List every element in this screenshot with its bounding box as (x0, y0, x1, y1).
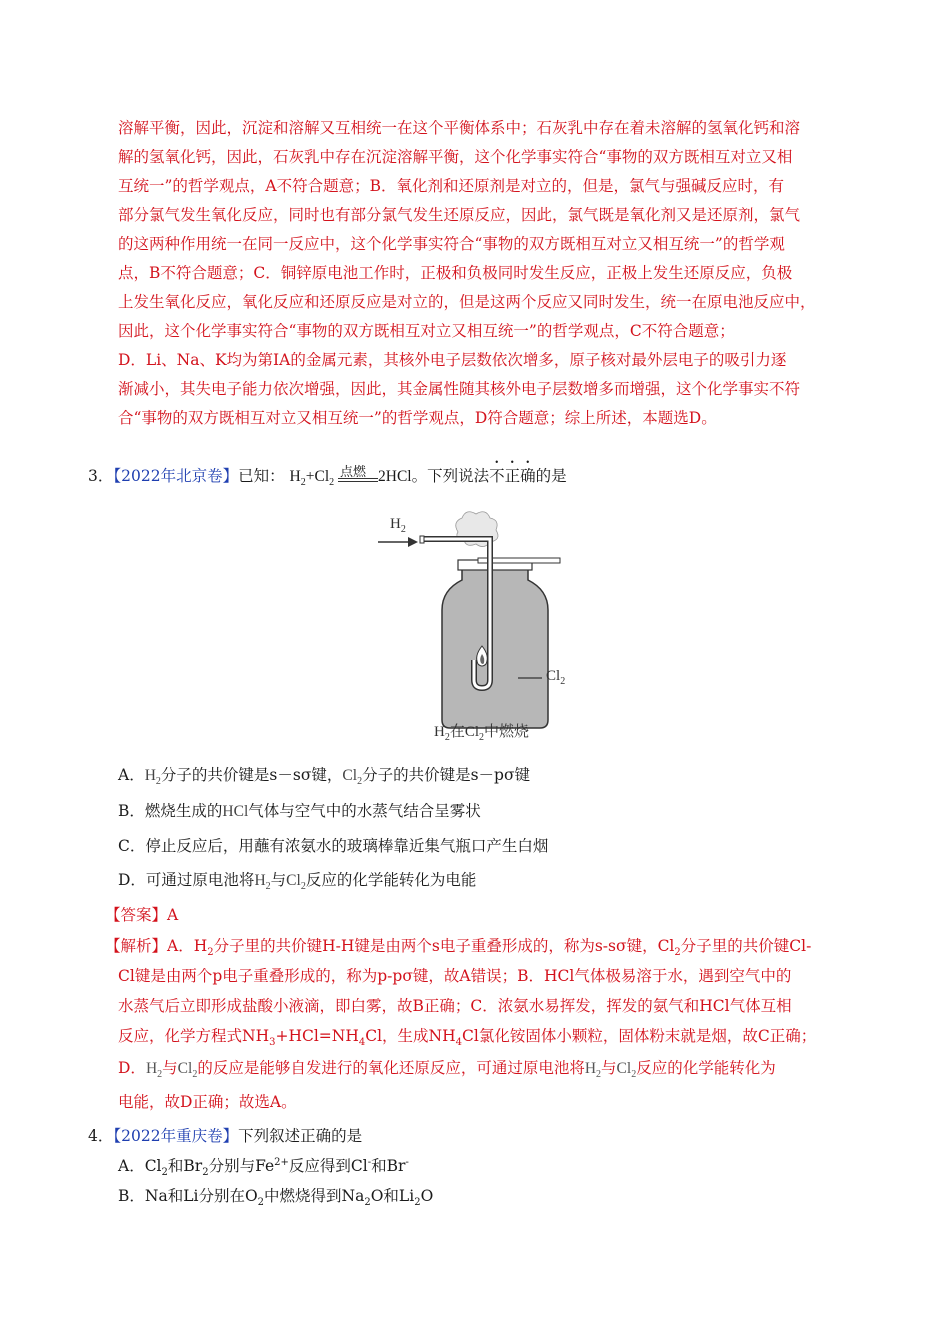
question-source: 【2022年重庆卷】 (113, 1127, 239, 1145)
figure-caption: $H_2$在$Cl_2$中燃烧 (434, 724, 530, 743)
option-a: A．$Cl_2$和$Br_2$分别与$Fe^{2+}$反应得到Cl-和Br- (118, 1156, 409, 1179)
analysis-line: 点，B不符合题意；C．铜锌原电池工作时，正极和负极同时发生反应，正极上发生还原反应，负极 (118, 264, 793, 282)
cl2-label: $Cl_2$ (546, 668, 566, 687)
stem-emphasis: 不正确 (489, 467, 536, 485)
option-c: C．停止反应后，用蘸有浓氨水的玻璃棒靠近集气瓶口产生白烟 (118, 837, 549, 855)
question-3-stem (88, 458, 567, 488)
option-d: D．可通过原电池将$H_2$与$Cl_2$反应的化学能转化为电能 (118, 871, 477, 893)
answer-label: 【答案】 (105, 906, 168, 924)
analysis-line: 的这两种作用统一在同一反应中，这个化学事实符合“事物的双方既相互对立又相互统一”的哲学观 (118, 235, 785, 253)
eq-plus-cl: +Cl (305, 468, 330, 485)
eq-product: 2HCl (378, 468, 412, 485)
analysis-line: 部分氯气发生氧化反应，同时也有部分氯气发生还原反应，因此，氯气既是氧化剂又是还原剂，氯气 (118, 206, 801, 224)
question-4-stem (88, 1124, 362, 1146)
option-b: B．Na和Li分别在$O_2$中燃烧得到$Na_2O$和$Li_2O$ (118, 1187, 434, 1209)
experiment-figure (370, 510, 590, 745)
question-source: 【2022年北京卷】 (113, 467, 239, 485)
h2-label: $H_2$ (390, 516, 406, 535)
stem-text: 下列叙述正确的是 (238, 1127, 363, 1145)
analysis-line: D．$H_2$与$Cl_2$的反应是能够自发进行的氧化还原反应，可通过原电池将$H_2$与$Cl_2$反应的化学能转化为 (118, 1059, 776, 1081)
analysis-line: 因此，这个化学事实符合“事物的双方既相互对立又相互统一”的哲学观点，C不符合题意； (118, 322, 735, 340)
analysis-line: D．Li、Na、K均为第ⅠA的金属元素，其核外电子层数依次增多，原子核对最外层电子的吸引力逐 (118, 351, 787, 369)
question-number: 4． (88, 1127, 114, 1145)
question-number: 3． (88, 467, 114, 485)
analysis-line: 解的氢氧化钙，因此，石灰乳中存在沉淀溶解平衡，这个化学事实符合“事物的双方既相互对立又相 (118, 148, 793, 166)
eq-h: H (289, 468, 301, 485)
analysis-line: 溶解平衡，因此，沉淀和溶解又互相统一在这个平衡体系中；石灰乳中存在着未溶解的氢氧化钙和溶 (118, 119, 801, 137)
answer (105, 903, 178, 925)
analysis-line: 上发生氧化反应，氧化反应和还原反应是对立的，但是这两个反应又同时发生，统一在原电池反应中， (118, 293, 816, 311)
eq-sub: 2 (300, 477, 306, 489)
stem-suffix: 。下列说法 (411, 467, 490, 485)
analysis-line: 互统一”的哲学观点，A不符合题意；B．氧化剂和还原剂是对立的，但是，氯气与强碱反应时，有 (118, 177, 785, 195)
option-b: B．燃烧生成的HCl气体与空气中的水蒸气结合呈雾状 (118, 802, 481, 820)
option-a: A．$H_2$分子的共价键是s－sσ键，$Cl_2$分子的共价键是s－pσ键 (118, 766, 531, 788)
eq-condition: 点燃 (340, 464, 367, 479)
eq-sub: 2 (329, 477, 335, 489)
analysis-line: 电能，故D正确；故选A。 (118, 1093, 297, 1111)
analysis-line: 合“事物的双方既相互对立又相互统一”的哲学观点，D符合题意；综上所述，本题选D。 (118, 409, 717, 427)
stem-suffix-2: 的是 (535, 467, 567, 485)
answer-value: A (167, 906, 179, 924)
analysis-line: 【解析】A．$H_2$分子里的共价键H-H键是由两个s电子重叠形成的，称为s-sσ键，$Cl_2$分子里的共价键Cl- (105, 937, 812, 959)
analysis-line: 反应，化学方程式$NH_3+HCl=NH_4Cl$，生成$NH_4Cl$氯化铵固体小颗粒，固体粉末就是烟，故C正确； (118, 1027, 817, 1049)
analysis-line: 水蒸气后立即形成盐酸小液滴，即白雾，故B正确；C．浓氨水易挥发，挥发的氨气和HCl气体互相 (118, 997, 792, 1015)
reaction-equation (289, 464, 412, 489)
gas-bottle-diagram (370, 510, 590, 745)
analysis-line: 渐减小，其失电子能力依次增强，因此，其金属性随其核外电子层数增多而增强，这个化学事实不符 (118, 380, 801, 398)
stem-prefix: 已知： (238, 467, 285, 485)
analysis-line: Cl键是由两个p电子重叠形成的，称为p-pσ键，故A错误；B．HCl气体极易溶于水，遇到空气中的 (118, 967, 792, 985)
